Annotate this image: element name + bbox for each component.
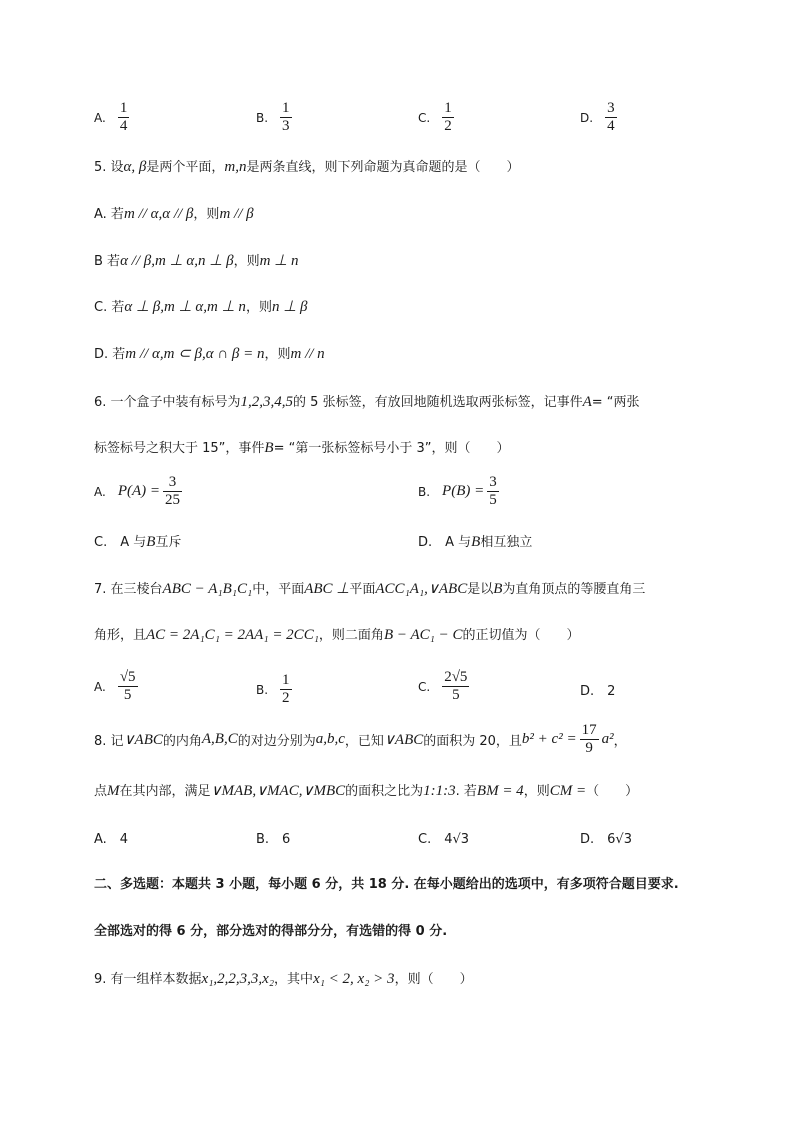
- q6-option-d: D. A 与B相互独立: [418, 534, 533, 550]
- q8-stem-line1: 8. 记 ∨ABC 的内角 A,B,C 的对边分别为 a,b,c ，已知 ∨ABC 的面积为 20，且 b² + c² = $\frac{17}{9}$ a² ，: [94, 722, 627, 756]
- q8-option-b: B. 6: [256, 832, 291, 847]
- q8-option-c: C. 4√3: [418, 832, 470, 847]
- q6-option-b: B. P(B) = $\frac{3}{5}$: [418, 474, 497, 508]
- q7-option-b: B. $\frac{1}{2}$: [256, 672, 290, 706]
- q8-stem-line2: 点M在其内部，满足∨MAB,∨MAC,∨MBC的面积之比为1:1:3. 若BM = 4，则CM =（ ）: [94, 783, 639, 799]
- q9-stem: 9. 有一组样本数据x₁,2,2,3,3,x₂，其中x₁ < 2, x₂ > 3，则（ ）: [94, 971, 473, 987]
- q5-option-a: A. 若m // α,α // β，则m // β: [94, 206, 254, 222]
- q6-option-c: C. A 与B互斥: [94, 534, 182, 550]
- q7-stem-line2: 角形，且AC = 2A₁C₁ = 2AA₁ = 2CC₁，则二面角B − AC₁ − C的正切值为（ ）: [94, 627, 580, 643]
- q7-option-c: C. $\frac{2√5}{5}$: [418, 669, 468, 703]
- fraction: $\frac{17}{9}$: [581, 722, 597, 756]
- q5-option-d: D. 若m // α,m ⊂ β,α ∩ β = n，则m // n: [94, 346, 325, 362]
- q4-option-c: C. $\frac{1}{2}$: [418, 100, 452, 134]
- fraction: $\frac{1}{3}$: [282, 100, 290, 134]
- fraction: $\frac{1}{4}$: [119, 100, 128, 134]
- q4-option-b: B. $\frac{1}{3}$: [256, 100, 290, 134]
- fraction: $\frac{√5}{5}$: [119, 669, 136, 703]
- q6-option-a: A. P(A) = $\frac{3}{25}$: [94, 474, 180, 508]
- q5-option-c: C. 若α ⊥ β,m ⊥ α,m ⊥ n，则n ⊥ β: [94, 299, 308, 315]
- fraction: $\frac{3}{4}$: [607, 100, 615, 134]
- fraction: $\frac{3}{25}$: [165, 474, 180, 508]
- q7-option-d: D. 2: [580, 684, 616, 699]
- q8-option-d: D. 6√3: [580, 832, 632, 847]
- q5-option-b: B 若α // β,m ⊥ α,n ⊥ β，则m ⊥ n: [94, 253, 299, 269]
- q8-option-a: A. 4: [94, 832, 129, 847]
- q4-option-d: D. $\frac{3}{4}$: [580, 100, 615, 134]
- q6-stem-line2: 标签标号之积大于 15”，事件B= “第一张标签标号小于 3”，则（ ）: [94, 440, 510, 456]
- fraction: $\frac{1}{2}$: [444, 100, 452, 134]
- q7-option-a: A. $\frac{√5}{5}$: [94, 669, 136, 703]
- q5-stem: 5. 设α, β是两个平面，m,n是两条直线，则下列命题为真命题的是（ ）: [94, 159, 520, 175]
- section2-heading-line2: 全部选对的得 6 分，部分选对的得部分分，有选错的得 0 分.: [94, 924, 448, 939]
- fraction: $\frac{2√5}{5}$: [444, 669, 468, 703]
- fraction: $\frac{1}{2}$: [282, 672, 290, 706]
- fraction: $\frac{3}{5}$: [489, 474, 497, 508]
- q7-stem-line1: 7. 在三棱台ABC − A₁B₁C₁中，平面ABC ⊥平面ACC₁A₁,∨ABC是以B为直角顶点的等腰直角三: [94, 581, 646, 597]
- q6-stem-line1: 6. 一个盒子中装有标号为1,2,3,4,5的 5 张标签，有放回地随机选取两张标签，记事件A= “两张: [94, 394, 640, 410]
- section2-heading-line1: 二、多选题：本题共 3 小题，每小题 6 分，共 18 分. 在每小题给出的选项中，有多项符合题目要求.: [94, 877, 679, 892]
- q4-option-a: A. $\frac{1}{4}$: [94, 100, 128, 134]
